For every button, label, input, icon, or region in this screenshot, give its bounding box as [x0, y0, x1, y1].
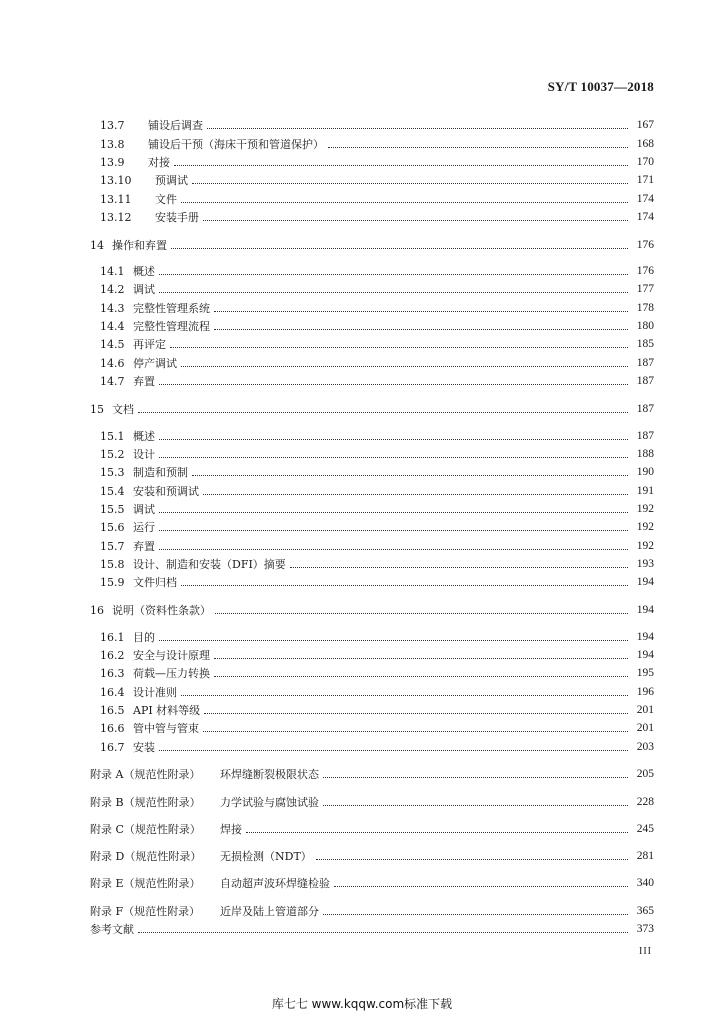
- toc-entry-page: 196: [636, 686, 654, 698]
- toc-entry-title: 铺设后调查: [148, 119, 203, 132]
- dot-leader: [323, 913, 628, 915]
- dot-leader: [203, 493, 628, 495]
- dot-leader: [316, 858, 628, 860]
- dot-leader: [159, 529, 628, 531]
- toc-entry[interactable]: [100, 518, 654, 536]
- toc-entry[interactable]: [90, 874, 654, 892]
- dot-leader: [214, 657, 628, 659]
- toc-entry[interactable]: [90, 793, 654, 811]
- dot-leader: [159, 383, 628, 385]
- toc-entry-number: 附录 C（规范性附录）: [90, 823, 201, 836]
- toc-entry-number: 16: [90, 603, 104, 617]
- toc-entry-number: 15.5: [100, 502, 125, 516]
- toc-entry-title: 说明（资料性条款）: [112, 604, 211, 617]
- dot-leader: [214, 328, 628, 330]
- toc-entry-page: 194: [636, 649, 654, 661]
- dot-leader: [192, 182, 628, 184]
- toc-entry-page: 191: [636, 485, 654, 497]
- toc-entry[interactable]: [100, 664, 654, 682]
- dot-leader: [204, 712, 628, 714]
- toc-entry-title: 安全与设计原理: [133, 649, 210, 662]
- toc-entry-title: 安装手册: [155, 211, 199, 224]
- toc-entry-number: 15.6: [100, 520, 125, 534]
- toc-entry[interactable]: [100, 208, 654, 226]
- toc-entry-title: 概述: [133, 430, 155, 443]
- dot-leader: [181, 584, 628, 586]
- dot-leader: [170, 346, 628, 348]
- dot-leader: [181, 694, 628, 696]
- toc-entry-page: 245: [636, 823, 654, 835]
- toc-entry[interactable]: [100, 317, 654, 335]
- toc-entry-page: 174: [636, 193, 654, 205]
- toc-entry[interactable]: [100, 628, 654, 646]
- dot-leader: [181, 365, 628, 367]
- dot-leader: [159, 456, 628, 458]
- toc-entry-page: 187: [636, 430, 654, 442]
- toc-entry[interactable]: [100, 537, 654, 555]
- toc-entry[interactable]: [100, 299, 654, 317]
- dot-leader: [246, 831, 628, 833]
- toc-entry-page: 167: [636, 119, 654, 131]
- toc-entry-number: 15.4: [100, 484, 125, 498]
- toc-entry-page: 185: [636, 338, 654, 350]
- dot-leader: [159, 511, 628, 513]
- toc-entry[interactable]: [100, 262, 654, 280]
- toc-entry-number: 14.6: [100, 356, 125, 370]
- toc-entry[interactable]: [90, 236, 654, 254]
- toc-entry-title: 近岸及陆上管道部分: [220, 905, 319, 918]
- toc-entry[interactable]: [100, 738, 654, 756]
- toc-entry[interactable]: [100, 116, 654, 134]
- dot-leader: [203, 219, 628, 221]
- toc-entry[interactable]: [100, 153, 654, 171]
- toc-entry[interactable]: [90, 847, 654, 865]
- toc-entry-page: 178: [636, 302, 654, 314]
- toc-entry-page: 180: [636, 320, 654, 332]
- dot-leader: [214, 310, 628, 312]
- toc-entry-title: API 材料等级: [133, 704, 201, 717]
- standard-number: SY/T 10037—2018: [547, 79, 654, 94]
- toc-entry[interactable]: [100, 372, 654, 390]
- toc-entry-number: 16.7: [100, 740, 125, 754]
- page-number-roman: III: [639, 946, 652, 957]
- toc-entry-title: 设计准则: [133, 686, 177, 699]
- toc-entry-title: 安装: [133, 741, 155, 754]
- toc-entry-title: 完整性管理系统: [133, 302, 210, 315]
- toc-entry-page: 194: [636, 631, 654, 643]
- toc-entry-title: 制造和预制: [133, 466, 188, 479]
- toc-entry-number: 15.1: [100, 429, 125, 443]
- toc-entry[interactable]: [100, 190, 654, 208]
- toc-entry-title: 管中管与管束: [133, 722, 199, 735]
- toc-entry-number: 15.8: [100, 557, 125, 571]
- toc-entry-page: 192: [636, 540, 654, 552]
- toc-entry-number: 15.3: [100, 465, 125, 479]
- toc-entry[interactable]: [100, 427, 654, 445]
- toc-entry-page: 195: [636, 667, 654, 679]
- toc-entry-page: 194: [636, 576, 654, 588]
- toc-entry-title: 操作和弃置: [112, 239, 167, 252]
- toc-entry-page: 176: [636, 265, 654, 277]
- toc-entry-page: 365: [636, 905, 654, 917]
- dot-leader: [159, 438, 628, 440]
- toc-entry-page: 192: [636, 521, 654, 533]
- toc-entry-number: 16.4: [100, 685, 125, 699]
- toc-entry-number: 13.11: [100, 192, 132, 206]
- toc-entry-title: 文件: [155, 193, 177, 206]
- toc-entry-page: 176: [636, 239, 654, 251]
- toc-entry-title: 焊接: [220, 823, 242, 836]
- toc-entry[interactable]: [100, 463, 654, 481]
- toc-entry[interactable]: [90, 765, 654, 783]
- toc-entry-title: 预调试: [155, 174, 188, 187]
- toc-entry[interactable]: [90, 601, 654, 619]
- toc-entry[interactable]: [100, 335, 654, 353]
- toc-entry-page: 203: [636, 741, 654, 753]
- toc-entry-number: 14.1: [100, 264, 125, 278]
- download-site-watermark: 库七七 www.kqqw.com标准下载: [271, 997, 453, 1011]
- toc-entry-number: 14.2: [100, 282, 125, 296]
- toc-entry-title: 对接: [148, 156, 170, 169]
- toc-entry-number: 16.2: [100, 648, 125, 662]
- toc-entry-number: 14.7: [100, 374, 125, 388]
- toc-entry-page: 201: [636, 722, 654, 734]
- toc-entry-number: 附录 E（规范性附录）: [90, 877, 201, 890]
- toc-entry-number: 14: [90, 238, 104, 252]
- toc-entry[interactable]: [90, 400, 654, 418]
- toc-entry-title: 运行: [133, 521, 155, 534]
- toc-entry-page: 177: [636, 283, 654, 295]
- dot-leader: [159, 548, 628, 550]
- toc-entry-number: 15.7: [100, 539, 125, 553]
- toc-entry-page: 171: [636, 174, 654, 186]
- toc-entry[interactable]: [100, 354, 654, 372]
- toc-entry-number: 14.4: [100, 319, 125, 333]
- dot-leader: [138, 411, 628, 413]
- toc-entry-page: 168: [636, 138, 654, 150]
- toc-entry[interactable]: [100, 573, 654, 591]
- toc-entry-title: 文件归档: [133, 576, 177, 589]
- toc-entry-number: 15.2: [100, 447, 125, 461]
- toc-entry-title: 弃置: [133, 540, 155, 553]
- toc-entry-number: 13.10: [100, 173, 132, 187]
- toc-entry[interactable]: [90, 920, 654, 938]
- toc-entry-page: 187: [636, 357, 654, 369]
- toc-entry-page: 193: [636, 558, 654, 570]
- toc-entry-title: 安装和预调试: [133, 485, 199, 498]
- dot-leader: [328, 146, 628, 148]
- dot-leader: [290, 566, 628, 568]
- toc-entry[interactable]: [90, 902, 654, 920]
- toc-entry-page: 340: [636, 877, 654, 889]
- dot-leader: [214, 675, 628, 677]
- dot-leader: [181, 201, 628, 203]
- toc-entry-page: 201: [636, 704, 654, 716]
- dot-leader: [207, 127, 628, 129]
- toc-entry-title: 调试: [133, 503, 155, 516]
- toc-entry-number: 13.7: [100, 118, 125, 132]
- dot-leader: [323, 804, 628, 806]
- toc-entry-number: 13.8: [100, 137, 125, 151]
- toc-entry-title: 文档: [112, 403, 134, 416]
- toc-entry-title: 完整性管理流程: [133, 320, 210, 333]
- toc-entry-number: 附录 B（规范性附录）: [90, 796, 201, 809]
- toc-entry[interactable]: [100, 683, 654, 701]
- toc-entry-title: 荷载—压力转换: [133, 667, 210, 680]
- toc-entry-page: 174: [636, 211, 654, 223]
- toc-entry-page: 187: [636, 375, 654, 387]
- toc-entry-page: 373: [636, 923, 654, 935]
- dot-leader: [174, 164, 628, 166]
- toc-entry-page: 188: [636, 448, 654, 460]
- toc-entry[interactable]: [100, 135, 654, 153]
- toc-entry-number: 13.12: [100, 210, 132, 224]
- toc-entry-page: 194: [636, 604, 654, 616]
- toc-entry-number: 16.6: [100, 721, 125, 735]
- dot-leader: [323, 776, 628, 778]
- dot-leader: [159, 749, 628, 751]
- toc-entry-title: 再评定: [133, 338, 166, 351]
- toc-entry[interactable]: [100, 719, 654, 737]
- toc-entry-page: 170: [636, 156, 654, 168]
- toc-entry[interactable]: [100, 646, 654, 664]
- toc-entry-number: 附录 A（规范性附录）: [90, 768, 201, 781]
- toc-entry-number: 15: [90, 402, 104, 416]
- dot-leader: [138, 931, 628, 933]
- dot-leader: [215, 612, 628, 614]
- toc-entry[interactable]: [100, 445, 654, 463]
- toc-entry-number: 16.5: [100, 703, 125, 717]
- toc-entry-title: 停产调试: [133, 357, 177, 370]
- toc-entry-title: 设计: [133, 448, 155, 461]
- toc-entry-number: 14.3: [100, 301, 125, 315]
- toc-entry-title: 概述: [133, 265, 155, 278]
- toc-entry-number: 附录 D（规范性附录）: [90, 850, 202, 863]
- toc-entry[interactable]: [90, 820, 654, 838]
- toc-entry-title: 无损检测（NDT）: [220, 850, 312, 863]
- toc-entry-title: 目的: [133, 631, 155, 644]
- toc-entry-number: 附录 F（规范性附录）: [90, 905, 201, 918]
- toc-entry-page: 205: [636, 768, 654, 780]
- toc-entry-title: 铺设后干预（海床干预和管道保护）: [148, 138, 324, 151]
- toc-entry-title: 参考文献: [90, 923, 134, 936]
- dot-leader: [192, 474, 628, 476]
- toc-entry-number: 14.5: [100, 337, 125, 351]
- toc-entry[interactable]: [100, 171, 654, 189]
- dot-leader: [159, 639, 628, 641]
- toc-entry[interactable]: [100, 555, 654, 573]
- toc-entry[interactable]: [100, 482, 654, 500]
- toc-entry-number: 13.9: [100, 155, 125, 169]
- toc-entry-title: 弃置: [133, 375, 155, 388]
- toc-entry[interactable]: [100, 701, 654, 719]
- dot-leader: [203, 730, 628, 732]
- toc-entry-title: 自动超声波环焊缝检验: [220, 877, 330, 890]
- toc-entry-page: 190: [636, 466, 654, 478]
- toc-entry-title: 环焊缝断裂极限状态: [220, 768, 319, 781]
- toc-entry-number: 15.9: [100, 575, 125, 589]
- toc-entry-page: 192: [636, 503, 654, 515]
- dot-leader: [159, 291, 628, 293]
- toc-entry-number: 16.1: [100, 630, 125, 644]
- dot-leader: [159, 273, 628, 275]
- toc-entry-page: 187: [636, 403, 654, 415]
- dot-leader: [334, 885, 628, 887]
- toc-entry-number: 16.3: [100, 666, 125, 680]
- toc-entry[interactable]: [100, 280, 654, 298]
- dot-leader: [171, 247, 628, 249]
- toc-entry[interactable]: [100, 500, 654, 518]
- toc-entry-page: 281: [636, 850, 654, 862]
- toc-entry-title: 力学试验与腐蚀试验: [220, 796, 319, 809]
- toc-entry-title: 调试: [133, 283, 155, 296]
- toc-entry-page: 228: [636, 796, 654, 808]
- toc-entry-title: 设计、制造和安装（DFI）摘要: [133, 558, 286, 571]
